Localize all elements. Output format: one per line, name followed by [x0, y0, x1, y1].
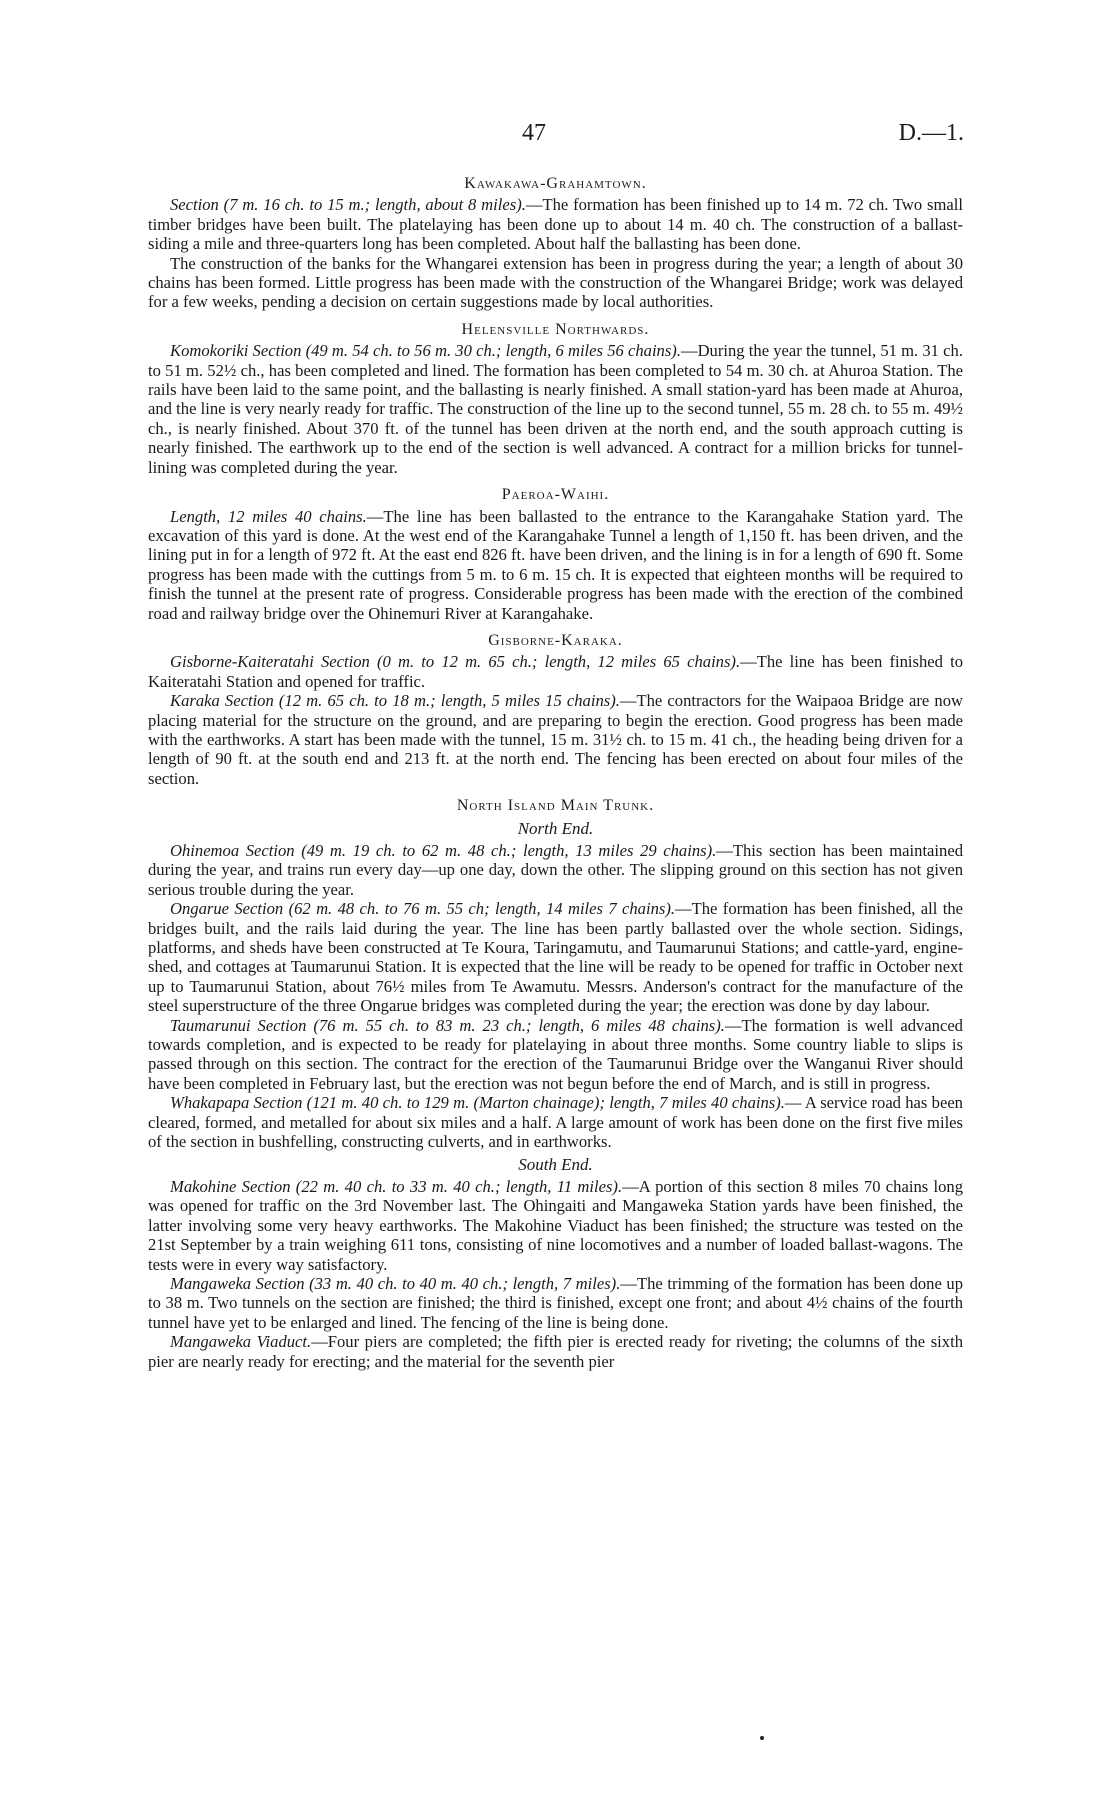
paragraph-text: —The formation has been finished up to 14 m. 72 ch. Two small timber bridges have been built. The platelaying has been done up to about 14 m. 40 ch. The construction of a ballast-siding a mile and three-quarters long has been completed. About half the ballasting has been done.: [148, 195, 963, 254]
paragraph-lead: Ohinemoa Section (49 m. 19 ch. to 62 m. 48 ch.; length, 13 miles 29 chains).: [170, 841, 717, 860]
paragraph-lead: Taumarunui Section (76 m. 55 ch. to 83 m. 23 ch.; length, 6 miles 48 chains).: [170, 1015, 725, 1035]
section-heading-paeroa: Paeroa-Waihi.: [501, 486, 610, 504]
paragraph-text: —The formation has been finished, all the bridges built, and the rails laid during the year. The line has been partly ballasted over the whole section. Sidings, platforms, and sheds have been constructed at Te Koura, Taringamutu, and Taumarunui Stations; and cattle-yard, engine-shed, and cottages at Taumarunui Station. It is expected that the line will be ready to be opened for traffic in October next up to Taumarunui Station, about 76½ miles from Te Awamutu. Messrs. Anderson's contract for the manufacture of the steel superstructure of the three Ongarue bridges was completed during the year; the erection was done by day labour.: [148, 899, 963, 1016]
paragraph-text: —The line has been finished to Kaiteratahi Station and opened for traffic.: [148, 652, 964, 691]
section-heading-nimt-north: North Island Main Trunk.: [456, 797, 655, 815]
section-heading-helensville: Helensville Northwards.: [461, 320, 650, 338]
paragraph: [148, 341, 963, 477]
paragraph: [148, 195, 963, 253]
page-number: 47: [522, 120, 546, 146]
paragraph-text: —The contractors for the Waipaoa Bridge are now placing material for the structure on the ground, and are preparing to begin the erection. Good progress has been made with the earthworks. A start has been made with the tunnel, 15 m. 31½ ch. to 15 m. 41 ch., the heading being driven for a length of 90 ft. at the south end and 213 ft. at the north end. The fencing has been erected on about four miles of the section.: [148, 691, 963, 788]
paragraph: [148, 1274, 963, 1332]
paragraph-lead: Ongarue Section (62 m. 48 ch. to 76 m. 55 ch; length, 14 miles 7 chains).: [170, 899, 676, 919]
paragraph-lead: Mangaweka Section (33 m. 40 ch. to 40 m. 40 ch.; length, 7 miles).: [170, 1273, 621, 1293]
paragraph: [148, 1093, 963, 1151]
paragraph-lead: Mangaweka Viaduct.: [170, 1332, 312, 1352]
paragraph-lead: Karaka Section (12 m. 65 ch. to 18 m.; length, 5 miles 15 chains).: [170, 691, 620, 711]
section-heading-gisborne: Gisborne-Karaka.: [488, 631, 623, 649]
paragraph: [148, 691, 963, 788]
paragraph: [148, 899, 963, 1015]
paragraph: [148, 841, 963, 899]
section-subheading-nimt-south: South End.: [518, 1154, 593, 1174]
paragraph-text: —During the year the tunnel, 51 m. 31 ch. to 51 m. 52½ ch., has been completed and lined. The formation has been completed to 54 m. 30 ch. at Ahuroa Station. The rails have been laid to the same point, and the ballasting is nearly finished. A small station-yard has been made at Ahuroa, and the line is very nearly ready for traffic. The construction of the line up to the second tunnel, 55 m. 28 ch. to 55 m. 49½ ch., is nearly finished. About 370 ft. of the tunnel has been driven at the north end, and the south approach cutting is nearly finished. The earthwork up to the end of the section is well advanced. A contract for a million bricks for tunnel-lining was completed during the year.: [148, 341, 963, 477]
paragraph-lead: Section (7 m. 16 ch. to 15 m.; length, about 8 miles).: [170, 195, 526, 215]
paragraph-lead: Whakapapa Section (121 m. 40 ch. to 129 m. (Marton chainage); length, 7 miles 40 chains).: [170, 1093, 785, 1113]
paragraph-lead: Gisborne-Kaiteratahi Section (0 m. to 12 m. 65 ch.; length, 12 miles 65 chains).: [170, 652, 741, 672]
paragraph-text: —A portion of this section 8 miles 70 chains long was opened for traffic on the 3rd November last. The Ohingaiti and Mangaweka Station yards have been finished, the latter involving some very heavy earthworks. The Makohine Viaduct has been finished; the structure was tested on the 21st September by a train weighing 611 tons, consisting of nine locomotives and a number of loaded ballast-wagons. The tests were in every way satisfactory.: [148, 1176, 964, 1274]
section-heading-kawakawa: Kawakawa-Grahamtown.: [464, 175, 647, 192]
paragraph-text: —The trimming of the formation has been done up to 38 m. Two tunnels on the section are finished; the third is finished, except one front; and about 4½ chains of the fourth tunnel have yet to be enlarged and lined. The fencing of the line is being done.: [148, 1273, 963, 1332]
paragraph-text: —The line has been ballasted to the entrance to the Karangahake Station yard. The excavation of this yard is done. At the west end of the Karangahake Tunnel a length of 1,150 ft. has been driven, and the lining put in for a length of 972 ft. At the east end 826 ft. have been driven, and the lining is in for a length of 690 ft. Some progress has been made with the cuttings from 5 m. to 6 m. 15 ch. It is expected that eighteen months will be required to finish the tunnel at the present rate of progress. Considerable progress has been made with the erection of the combined road and railway bridge over the Ohinemuri River at Karangahake.: [148, 506, 963, 623]
paragraph-lead: Komokoriki Section (49 m. 54 ch. to 56 m. 30 ch.; length, 6 miles 56 chains).: [170, 341, 681, 361]
paragraph: [148, 652, 963, 691]
paragraph: [148, 1177, 963, 1274]
document-code: D.—1.: [898, 120, 964, 146]
speck-mark: [760, 1736, 764, 1740]
section-subheading-nimt-north: North End.: [517, 818, 594, 838]
paragraph-text: The construction of the banks for the Whangarei extension has been in progress during the year; a length of about 30 chains has been formed. Little progress has been made with the construction of the Whangarei Bridge; work was delayed for a few weeks, pending a decision on certain suggestions made by local authorities.: [148, 253, 963, 312]
paragraph: [148, 1016, 963, 1094]
paragraph-text: —This section has been maintained during the year, and trains run every day—up one day, down the other. The slipping ground on this section has not given serious trouble during the year.: [148, 841, 963, 899]
paragraph-text: —Four piers are completed; the fifth pier is erected ready for riveting; the columns of the sixth pier are nearly ready for erecting; and the material for the seventh pier: [148, 1332, 963, 1371]
paragraph-text: —The formation is well advanced towards completion, and is expected to be ready for platelaying in about three months. Some country liable to slips is passed through on this section. The contract for the erection of the Taumarunui Bridge over the Wanganui River should have been completed in February last, but the erection was not begun before the end of March, and is still in progress.: [148, 1015, 963, 1093]
document-body: [148, 174, 963, 1371]
paragraph-lead: Makohine Section (22 m. 40 ch. to 33 m. 40 ch.; length, 11 miles).: [170, 1176, 623, 1196]
paragraph-lead: Length, 12 miles 40 chains.: [170, 506, 367, 526]
paragraph: [148, 507, 963, 623]
page-header: [0, 120, 1114, 152]
paragraph-text: — A service road has been cleared, formed, and metalled for about six miles and a half. A large amount of work has been done on the first five miles of the section in bushfelling, constructing culverts, and in earthworks.: [148, 1093, 963, 1152]
paragraph: [148, 1332, 963, 1371]
paragraph: [148, 254, 963, 312]
